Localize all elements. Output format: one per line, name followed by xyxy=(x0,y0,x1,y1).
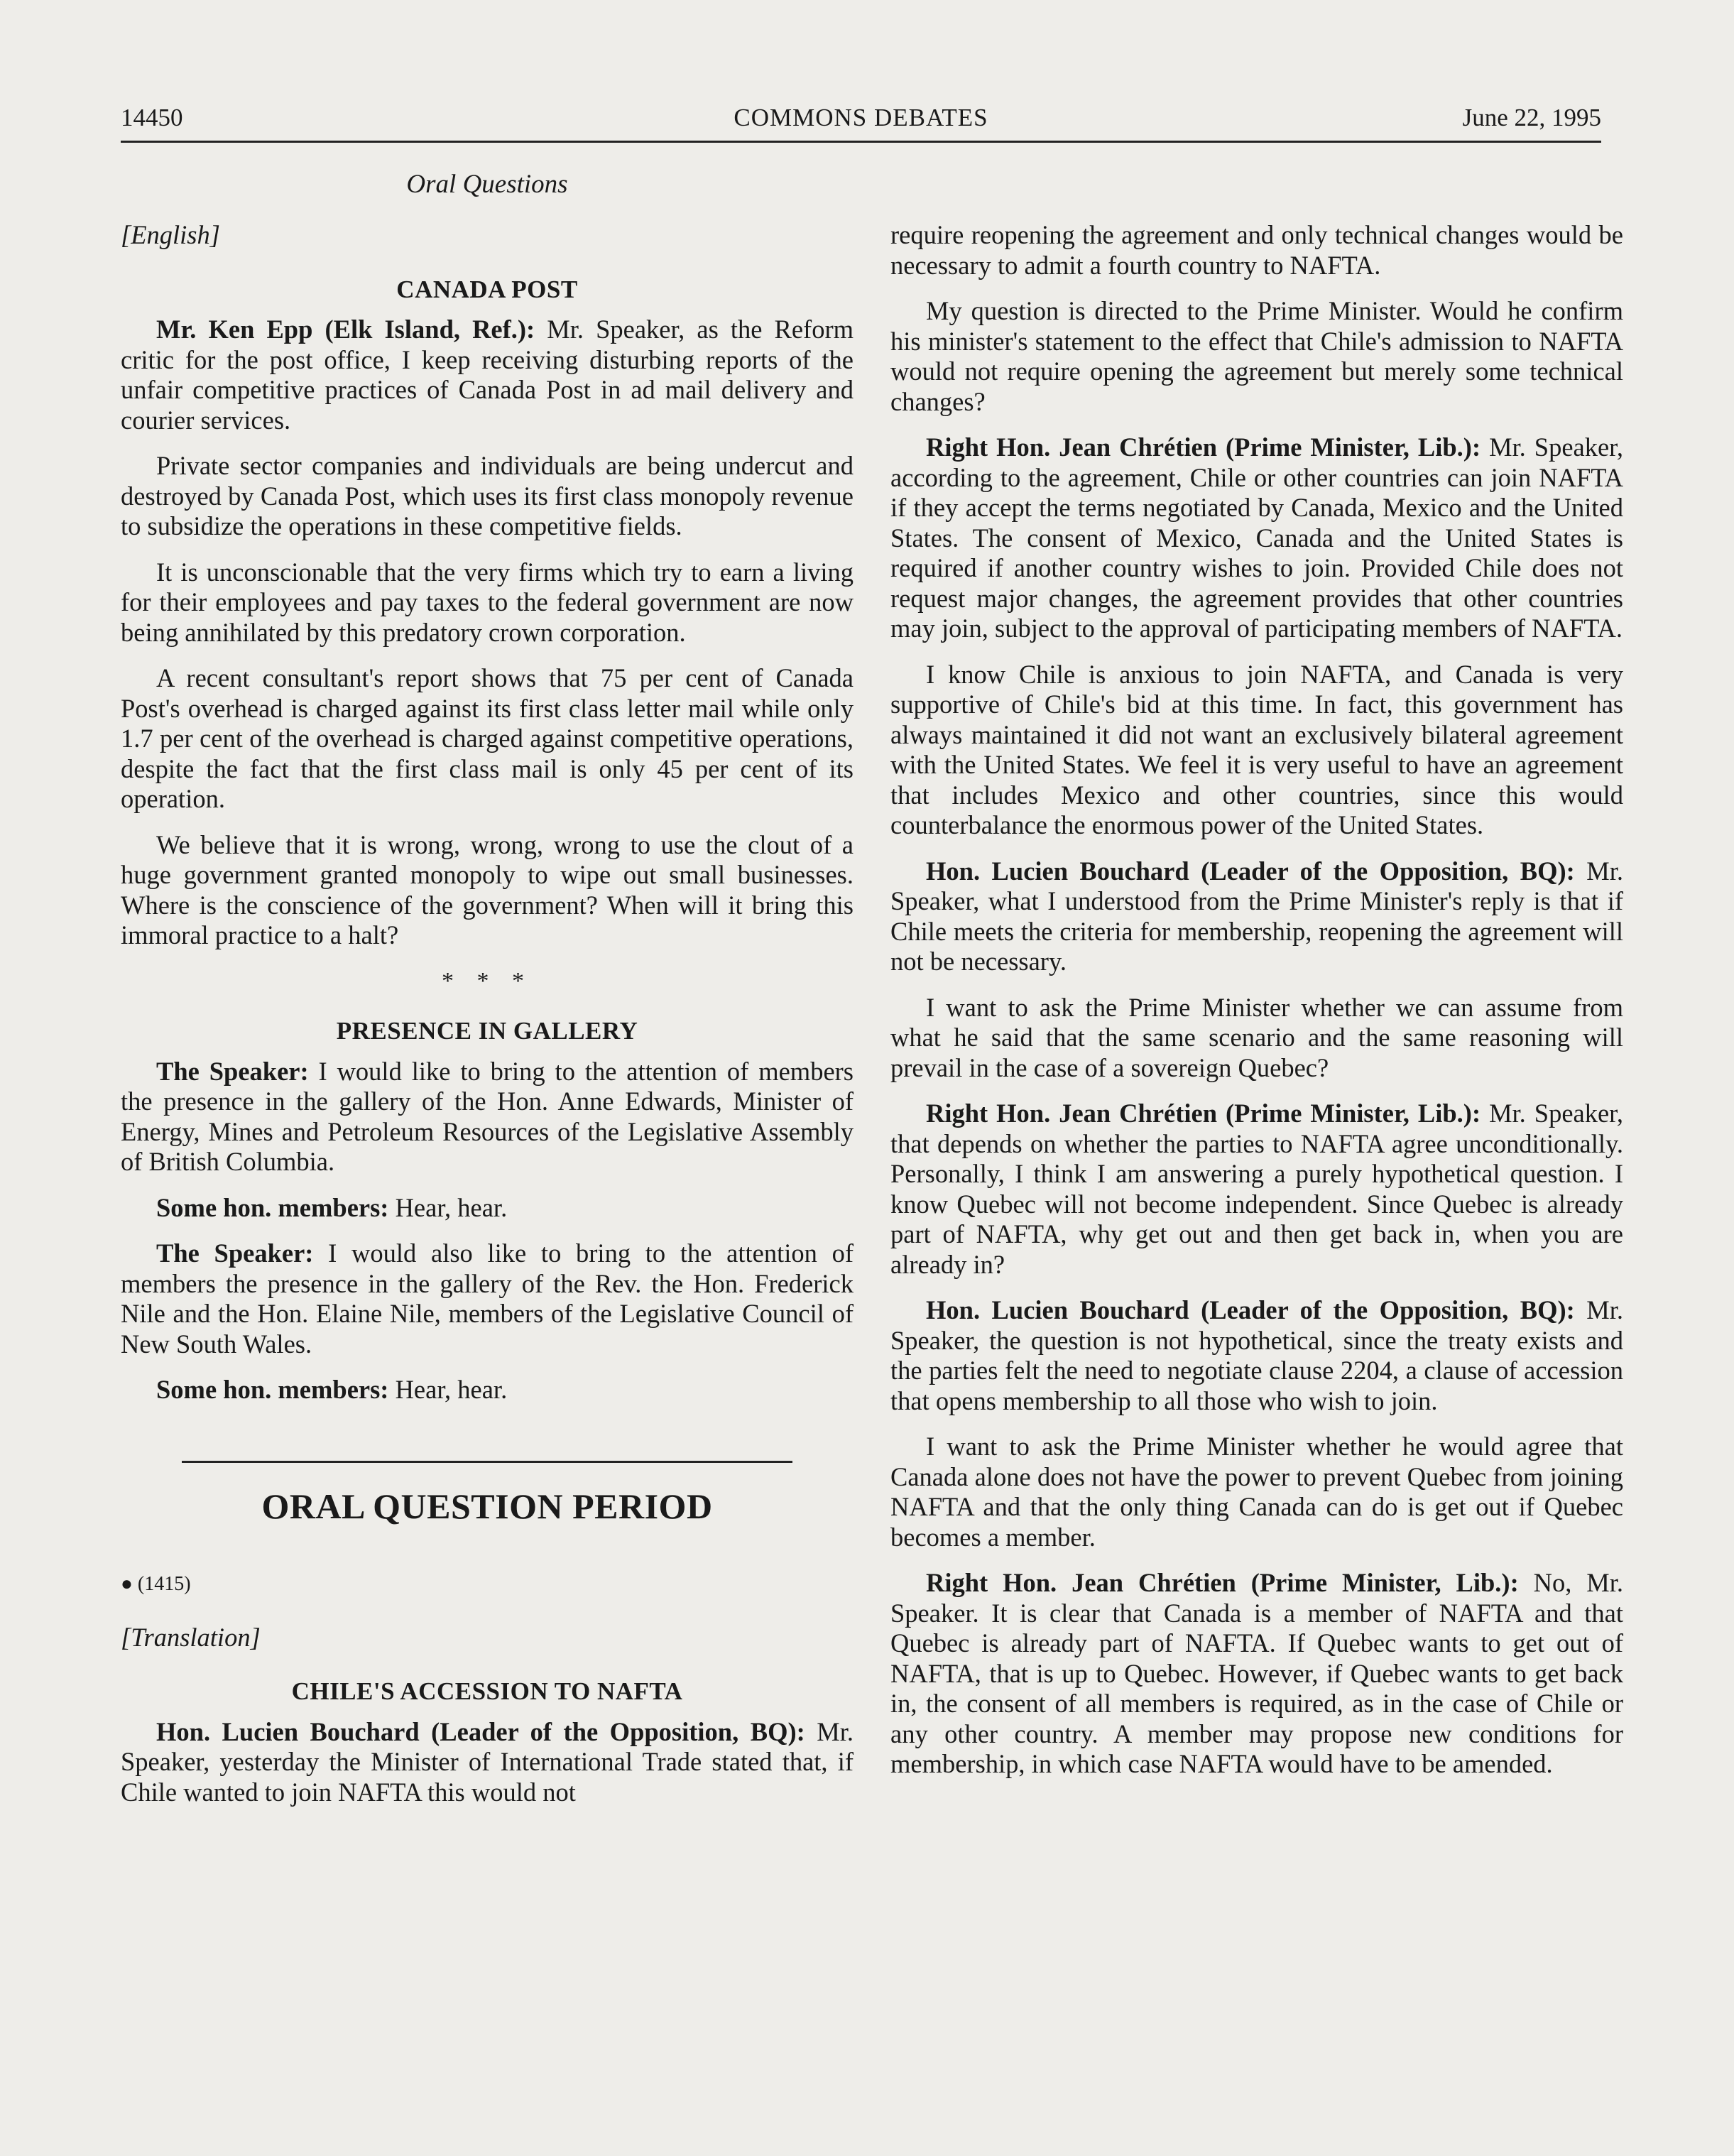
speech-text: No, Mr. Speaker. It is clear that Canada is a member of NAFTA and that Quebec is already part of NAFTA. If Quebec wants to get out of NAFTA, that is up to Quebec. However, if Quebec wants to get back in, the consent of all members is required, as in the case of Chile or any other country. A member may propose new conditions for membership, in which case NAFTA would have to be amended. xyxy=(890,1568,1623,1778)
speaker-name: Hon. Lucien Bouchard (Leader of the Opposition, BQ): xyxy=(926,856,1575,886)
speech-text: Hear, hear. xyxy=(388,1375,508,1404)
paragraph xyxy=(121,1375,854,1405)
speech-text: Hear, hear. xyxy=(388,1192,508,1222)
heading-chile-accession: CHILE'S ACCESSION TO NAFTA xyxy=(291,1677,683,1705)
right-column xyxy=(890,220,1623,1795)
page-number: 14450 xyxy=(121,104,183,131)
speech-text: Mr. Speaker, yesterday the Minister of International Trade stated that, if Chile wanted to join NAFTA this would not xyxy=(121,1716,854,1807)
paragraph: require reopening the agreement and only technical changes would be necessary to admit a fourth country to NAFTA. xyxy=(890,220,1623,280)
speaker-name: Some hon. members: xyxy=(156,1375,389,1404)
speaker-name: Right Hon. Jean Chrétien (Prime Minister, Lib.): xyxy=(926,1099,1481,1128)
paragraph: Private sector companies and individuals are being undercut and destroyed by Canada Post, which uses its first class monopoly revenue to subsidize the operations in these competitive fields. xyxy=(121,451,854,540)
speech-text: Mr. Speaker, as the Reform critic for the post office, I keep receiving disturbing reports of the unfair competitive practices of Canada Post in ad mail delivery and courier services. xyxy=(121,315,854,435)
paragraph xyxy=(121,1057,854,1177)
paragraph: It is unconscionable that the very firms which try to earn a living for their employees and pay taxes to the federal government are now being annihilated by this predatory crown corporation. xyxy=(121,557,854,647)
section-separator: * * * xyxy=(442,967,533,994)
paragraph: My question is directed to the Prime Minister. Would he confirm his minister's statement to the effect that Chile's admission to NAFTA would not require opening the agreement but merely some technical changes? xyxy=(890,296,1623,416)
speaker-name: The Speaker: xyxy=(156,1056,309,1086)
publication-date: June 22, 1995 xyxy=(1462,104,1601,131)
speech-text: Mr. Speaker, according to the agreement, Chile or other countries can join NAFTA if they accept the terms negotiated by Canada, Mexico and the United States. The consent of Mexico, Canada and the United States is required if another country wishes to join. Provided Chile does not request major changes, the agreement provides that other countries may join, subject to the approval of participating members of NAFTA. xyxy=(890,432,1623,643)
paragraph: I want to ask the Prime Minister whether he would agree that Canada alone does not have the power to prevent Quebec from joining NAFTA and that the only thing Canada can do is get out if Quebec becomes a member. xyxy=(890,1432,1623,1552)
paragraph: I know Chile is anxious to join NAFTA, and Canada is very supportive of Chile's bid at this time. In fact, this government has always maintained it did not want an exclusively bilateral agreement with the United States. We feel it is very useful to have an agreement that includes Mexico and other countries, since this would counterbalance the enormous power of the United States. xyxy=(890,659,1623,839)
language-marker: [English] xyxy=(121,220,220,249)
heading-oral-question-period: ORAL QUESTION PERIOD xyxy=(261,1486,713,1526)
speech-text: Mr. Speaker, that depends on whether the parties to NAFTA agree unconditionally. Personally, I think I am answering a purely hypothetical question. I know Quebec will not become independent. Since Quebec is already part of NAFTA, why get out and then get back in, when you are already in? xyxy=(890,1099,1623,1279)
paragraph xyxy=(890,1568,1623,1780)
speaker-name: Hon. Lucien Bouchard (Leader of the Opposition, BQ): xyxy=(926,1295,1575,1324)
speaker-name: The Speaker: xyxy=(156,1238,314,1268)
speech-text: I would also like to bring to the attention of members the presence in the gallery of the Rev. the Hon. Frederick Nile and the Hon. Elaine Nile, members of the Legislative Council of New South Wales. xyxy=(121,1238,854,1359)
running-header xyxy=(121,98,1601,143)
paragraph xyxy=(890,1099,1623,1280)
paragraph xyxy=(890,432,1623,644)
speech-text: I would like to bring to the attention of members the presence in the gallery of the Hon. Anne Edwards, Minister of Energy, Mines and Petroleum Resources of the Legislative Assembly of British Columbia. xyxy=(121,1056,854,1176)
speaker-name: Mr. Ken Epp (Elk Island, Ref.): xyxy=(156,315,535,344)
left-column xyxy=(121,220,854,1823)
language-marker: [Translation] xyxy=(121,1622,261,1652)
paragraph xyxy=(121,1238,854,1359)
paragraph xyxy=(121,1193,854,1224)
publication-title: COMMONS DEBATES xyxy=(734,104,988,131)
paragraph: A recent consultant's report shows that 75 per cent of Canada Post's overhead is charged against its first class letter mail while only 1.7 per cent of the overhead is charged against competitive operations, despite the fact that the first class mail is only 45 per cent of its operation. xyxy=(121,663,854,813)
paragraph xyxy=(890,856,1623,977)
bullet-icon: ● xyxy=(121,1573,133,1595)
speaker-name: Right Hon. Jean Chrétien (Prime Minister, Lib.): xyxy=(926,1568,1519,1597)
timestamp-value: (1415) xyxy=(137,1573,191,1595)
paragraph: I want to ask the Prime Minister whether we can assume from what he said that the same scenario and the same reasoning will prevail in the case of a sovereign Quebec? xyxy=(890,992,1623,1082)
speaker-name: Hon. Lucien Bouchard (Leader of the Opposition, BQ): xyxy=(156,1716,805,1746)
speaker-name: Some hon. members: xyxy=(156,1192,389,1222)
horizontal-rule xyxy=(182,1461,792,1463)
heading-canada-post: CANADA POST xyxy=(396,275,578,303)
speaker-name: Right Hon. Jean Chrétien (Prime Minister, Lib.): xyxy=(926,432,1481,462)
heading-presence-in-gallery: PRESENCE IN GALLERY xyxy=(336,1017,638,1045)
paragraph: We believe that it is wrong, wrong, wrong to use the clout of a huge government granted monopoly to wipe out small businesses. Where is the conscience of the government? When will it bring this immoral practice to a halt? xyxy=(121,829,854,949)
speech-text: Mr. Speaker, the question is not hypothetical, since the treaty exists and the parties felt the need to negotiate clause 2204, a clause of accession that opens membership to all those who wish to join. xyxy=(890,1295,1623,1415)
paragraph xyxy=(890,1295,1623,1416)
timestamp xyxy=(121,1569,854,1600)
paragraph xyxy=(121,315,854,435)
section-header: Oral Questions xyxy=(406,170,568,199)
speech-text: Mr. Speaker, what I understood from the Prime Minister's reply is that if Chile meets the criteria for membership, reopening the agreement will not be necessary. xyxy=(890,856,1623,976)
paragraph xyxy=(121,1717,854,1808)
